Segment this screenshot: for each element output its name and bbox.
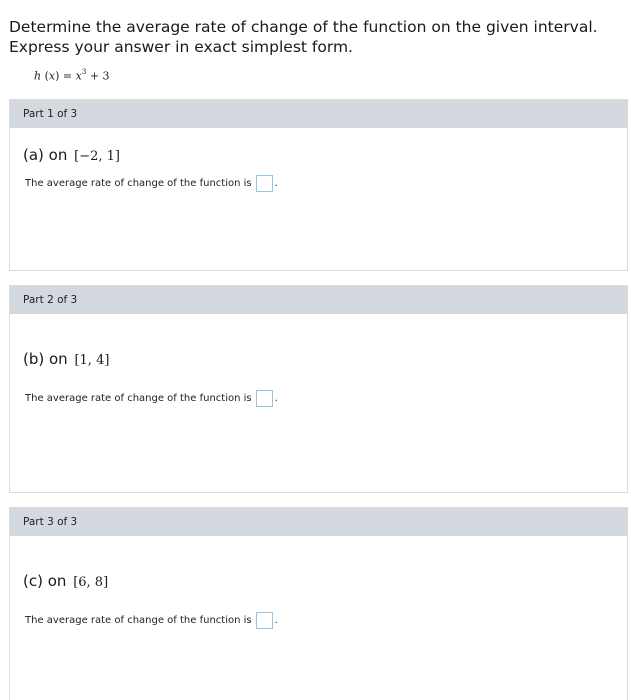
part-3-answer-line xyxy=(25,612,278,629)
part-2-interval: [1, 4] xyxy=(74,353,110,368)
part-3-panel xyxy=(9,507,628,700)
function-definition: h $(x) = x^3 + 3$ xyxy=(34,68,110,83)
part-2-answer-line xyxy=(25,390,278,407)
prompt-line-1: Determine the average rate of change of the function on the given interval. xyxy=(9,18,598,36)
part-2-label: (b) on xyxy=(23,350,68,368)
function-name: h xyxy=(34,69,42,83)
part-3-answer-input[interactable] xyxy=(256,612,273,629)
part-3-answer-text: The average rate of change of the function is xyxy=(25,615,252,626)
function-variable: x xyxy=(48,69,56,83)
part-3-question xyxy=(23,572,108,590)
part-1-header: Part 1 of 3 xyxy=(10,100,627,128)
part-3-label: (c) on xyxy=(23,572,67,590)
part-2-answer-input[interactable] xyxy=(256,390,273,407)
part-3-header: Part 3 of 3 xyxy=(10,508,627,536)
part-3-period: . xyxy=(274,615,278,626)
part-1-answer-line xyxy=(25,175,278,192)
function-exponent: 3 xyxy=(81,68,87,76)
part-2-panel xyxy=(9,285,628,493)
part-2-period: . xyxy=(274,393,278,404)
part-1-question xyxy=(23,146,120,164)
part-2-answer-text: The average rate of change of the function is xyxy=(25,393,252,404)
problem-prompt xyxy=(9,17,624,57)
part-1-panel xyxy=(9,99,628,271)
function-constant: 3 xyxy=(102,69,110,83)
part-1-label: (a) on xyxy=(23,146,68,164)
prompt-line-2: Express your answer in exact simplest form. xyxy=(9,38,353,56)
part-1-answer-text: The average rate of change of the function is xyxy=(25,178,252,189)
part-2-question xyxy=(23,350,109,368)
part-2-header: Part 2 of 3 xyxy=(10,286,627,314)
part-1-answer-input[interactable] xyxy=(256,175,273,192)
part-1-interval: [−2, 1] xyxy=(74,149,120,164)
function-base: x xyxy=(75,69,82,83)
part-3-interval: [6, 8] xyxy=(73,575,109,590)
part-1-period: . xyxy=(274,178,278,189)
